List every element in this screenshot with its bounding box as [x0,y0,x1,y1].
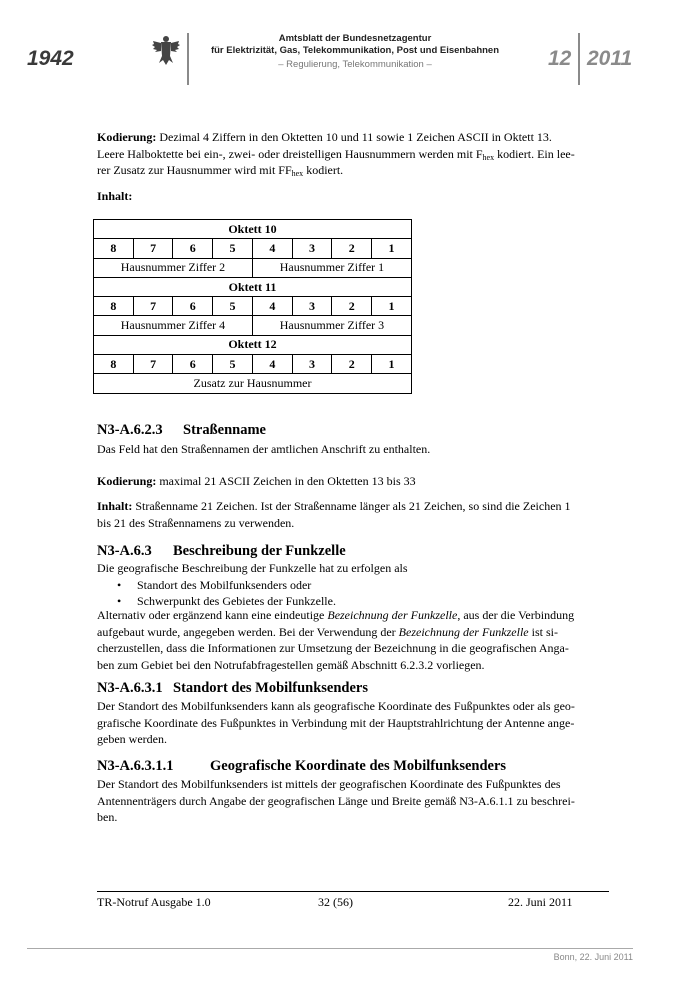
bit-cell: 4 [252,239,292,258]
bit-cell: 2 [332,355,372,374]
kodierung-text: maximal 21 ASCII Zeichen in den Oktetten 13 bis 33 [156,474,416,488]
kodierung-line3-end: kodiert. [303,163,344,177]
kodierung-label: Kodierung: [97,474,157,488]
octet-header: Oktett 12 [94,335,412,354]
para-text: grafische Koordinate des Fußpunktes in Verbindung mit der Hauptstrahlrichtung der Antenne ange- [97,715,575,730]
heading-title: Geografische Koordinate des Mobilfunksenders [210,758,507,774]
para-text: ben. [97,810,118,824]
strassenname-inhalt [97,498,609,531]
heading-funkzelle [97,542,346,560]
funkzelle-intro: Die geografische Beschreibung der Funkzelle hat zu erfolgen als [97,561,408,575]
para-text: ben zum Gebiet bei den Notrufabfragestellen gemäß Abschnitt 6.2.3.2 vorliegen. [97,657,485,672]
para-text: Der Standort des Mobilfunksenders kann als geografische Koordinate des Fußpunktes oder als geo- [97,699,575,713]
bit-cell: 4 [252,355,292,374]
kodierung-line2-end: kodiert. Ein lee- [494,146,575,161]
issue-number: 1942 [27,47,74,70]
federal-eagle-icon [151,34,181,68]
page-bottom-divider [27,948,633,949]
bullet-icon: • [117,578,122,592]
bit-row [94,355,412,374]
para-text: geben werden. [97,732,167,746]
header-title [200,33,510,57]
bit-cell: 3 [292,355,332,374]
bit-cell: 8 [94,239,134,258]
para-text: cherzustellen, dass die Informationen zur Umsetzung der Bezeichnung in die geografischen Anga- [97,641,569,655]
bit-cell: 6 [173,239,213,258]
year: 2011 [587,47,633,70]
heading-title: Beschreibung der Funkzelle [173,543,346,559]
para-emphasis: Bezeichnung der Funkzelle [327,608,458,622]
para-text: Der Standort des Mobilfunksenders ist mittels der geografischen Koordinate des Fußpunktes des [97,777,561,791]
bit-cell: 3 [292,239,332,258]
footer-date: 22. Juni 2011 [508,895,573,909]
heading-number: N3-A.6.3.1 [97,680,163,696]
bit-cell: 7 [133,239,173,258]
heading-number: N3-A.6.3 [97,543,152,559]
heading-standort [97,679,368,697]
hex-subscript: hex [291,169,304,178]
octet-table [93,219,412,394]
publication-date: Bonn, 22. Juni 2011 [553,952,633,962]
kodierung-line2: Leere Halboktette bei ein-, zwei- oder dreistelligen Hausnummern werden mit F [97,146,483,161]
footer-document: TR-Notruf Ausgabe 1.0 [97,895,211,909]
inhalt-label: Inhalt: [97,499,133,513]
hex-subscript: hex [482,152,495,162]
bit-cell: 6 [173,355,213,374]
heading-koordinate [97,757,506,775]
inhalt-line2: bis 21 des Straßennamens zu verwenden. [97,515,295,530]
standort-paragraph [97,698,609,748]
field-cell: Hausnummer Ziffer 3 [252,316,411,335]
bit-cell: 4 [252,297,292,316]
para-text: , aus der die Verbindung [457,608,575,622]
bit-cell: 6 [173,297,213,316]
bit-cell: 8 [94,297,134,316]
footer-divider [97,891,609,892]
para-text: aufgebaut wurde, angegeben werden. Bei der Verwendung der [97,624,399,639]
footer-page: 32 (56) [318,895,353,909]
inhalt-line1: Straßenname 21 Zeichen. Ist der Straßenname länger als 21 Zeichen, so sind die Zeichen 1 [132,499,571,513]
bit-cell: 5 [213,355,253,374]
bit-cell: 5 [213,297,253,316]
strassenname-text: Das Feld hat den Straßennamen der amtlichen Anschrift zu enthalten. [97,442,431,456]
heading-title: Straßenname [183,422,266,438]
bullet-text: Standort des Mobilfunksenders oder [137,578,312,592]
bullet-icon: • [117,594,122,608]
kodierung-line3: rer Zusatz zur Hausnummer wird mit FF [97,163,292,177]
para-text: Antennenträgers durch Angabe der geografischen Länge und Breite gemäß N3-A.6.1.1 zu beschrei- [97,793,575,808]
header-divider-right [578,33,580,85]
field-cell: Hausnummer Ziffer 2 [94,258,253,277]
bit-cell: 7 [133,297,173,316]
header-title-line2: für Elektrizität, Gas, Telekommunikation, Post und Eisenbahnen [210,45,500,56]
heading-title: Standort des Mobilfunksenders [173,680,368,696]
inhalt-label: Inhalt: [97,189,133,203]
heading-number: N3-A.6.3.1.1 [97,758,174,774]
koordinate-paragraph [97,776,609,826]
kodierung-paragraph [97,129,609,179]
bit-cell: 2 [332,297,372,316]
bit-cell: 1 [372,239,412,258]
bit-row [94,297,412,316]
bit-cell: 3 [292,297,332,316]
bit-cell: 8 [94,355,134,374]
header-title-line1: Amtsblatt der Bundesnetzagentur [278,33,432,44]
field-cell: Hausnummer Ziffer 4 [94,316,253,335]
strassenname-kodierung [97,473,609,490]
issue: 12 [548,47,572,70]
field-cell: Zusatz zur Hausnummer [94,374,412,393]
bit-cell: 7 [133,355,173,374]
para-emphasis: Bezeichnung der Funkzelle [398,624,529,639]
bit-row [94,239,412,258]
bit-cell: 1 [372,355,412,374]
bit-cell: 1 [372,297,412,316]
octet-header: Oktett 10 [94,220,412,239]
bit-cell: 2 [332,239,372,258]
para-text: Alternativ oder ergänzend kann eine eindeutige [97,608,328,622]
field-cell: Hausnummer Ziffer 1 [252,258,411,277]
kodierung-label: Kodierung: [97,130,157,144]
kodierung-line1: Dezimal 4 Ziffern in den Oktetten 10 und 11 sowie 1 Zeichen ASCII in Oktett 13. [156,130,552,144]
heading-strassenname [97,421,266,439]
funkzelle-paragraph [97,607,609,673]
bit-cell: 5 [213,239,253,258]
heading-number: N3-A.6.2.3 [97,422,163,438]
bullet-text: Schwerpunkt des Gebietes der Funkzelle. [137,594,336,608]
octet-header: Oktett 11 [94,277,412,296]
para-text: ist si- [528,624,558,639]
header-divider-left [187,33,189,85]
header-subtitle: – Regulierung, Telekommunikation – [278,59,432,70]
